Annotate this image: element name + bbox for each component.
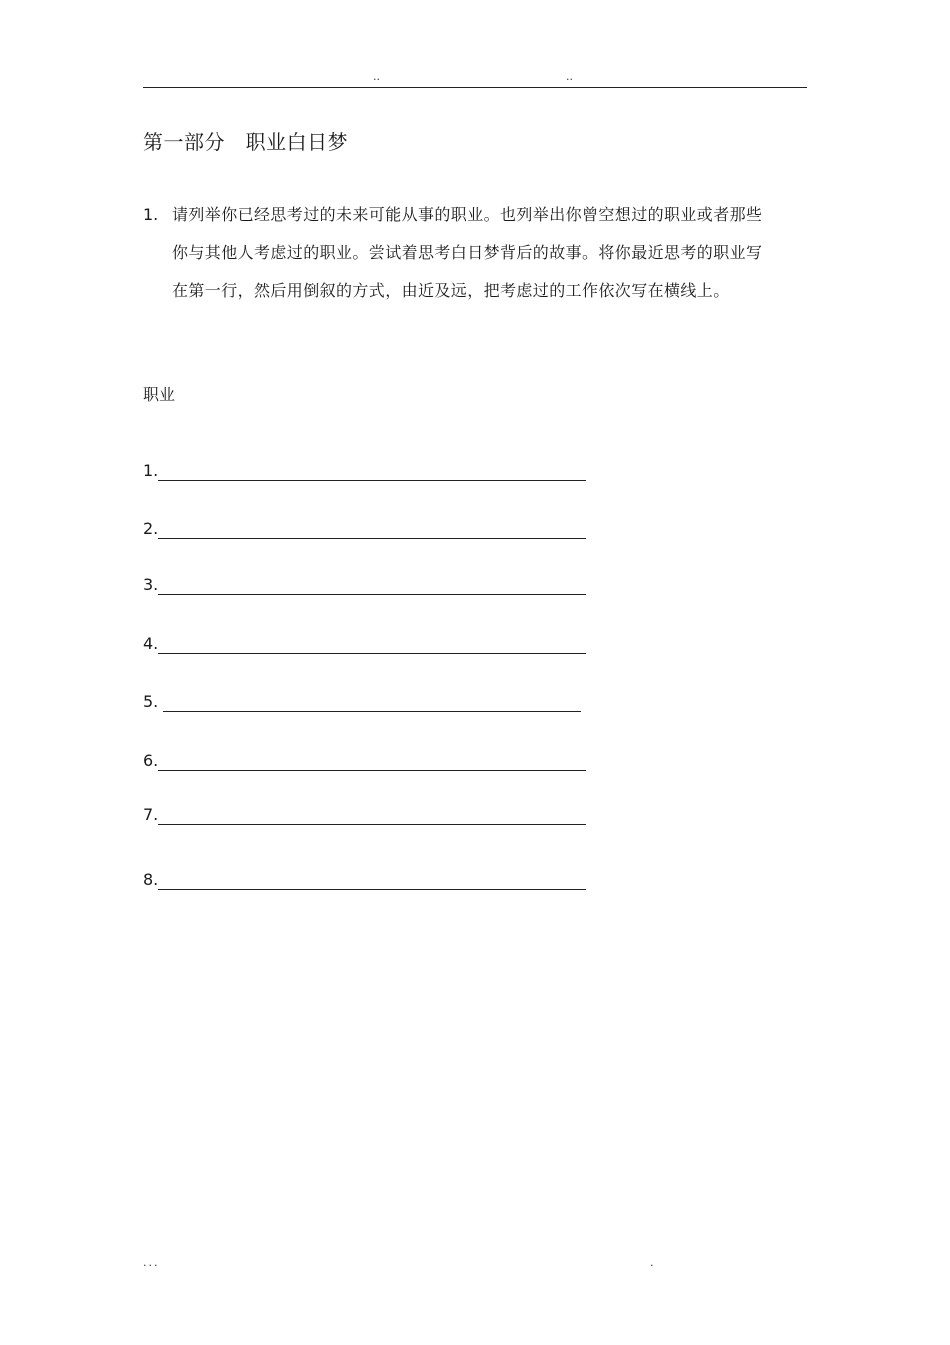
answer-number: 2. bbox=[143, 519, 159, 538]
header-mark-right: .. bbox=[566, 70, 573, 83]
answer-number: 8. bbox=[143, 870, 159, 889]
footer-mark-right: . bbox=[650, 1256, 656, 1269]
answer-blank-5[interactable] bbox=[163, 711, 581, 712]
answer-blank-1[interactable] bbox=[158, 480, 586, 481]
answer-line-8[interactable] bbox=[143, 868, 593, 892]
answer-blank-3[interactable] bbox=[158, 594, 586, 595]
footer-mark-left: ... bbox=[143, 1256, 160, 1269]
career-label: 职业 bbox=[143, 385, 176, 404]
answer-line-5[interactable] bbox=[143, 690, 593, 714]
answer-number: 5. bbox=[143, 692, 159, 711]
answer-line-1[interactable] bbox=[143, 459, 593, 483]
answer-line-6[interactable] bbox=[143, 749, 593, 773]
question-number: 1. bbox=[143, 205, 159, 224]
answer-number: 1. bbox=[143, 461, 159, 480]
answer-line-2[interactable] bbox=[143, 517, 593, 541]
section-title: 第一部分 职业白日梦 bbox=[143, 130, 349, 154]
question-text: 请列举你已经思考过的未来可能从事的职业。也列举出你曾空想过的职业或者那些你与其他人考虑过的职业。尝试着思考白日梦背后的故事。将你最近思考的职业写在第一行，然后用倒叙的方式，由近及远，把考虑过的工作依次写在横线上。 bbox=[172, 205, 763, 300]
answer-blank-8[interactable] bbox=[158, 889, 586, 890]
answer-number: 7. bbox=[143, 805, 159, 824]
answer-line-7[interactable] bbox=[143, 803, 593, 827]
header-mark-left: .. bbox=[373, 70, 380, 83]
answer-number: 3. bbox=[143, 575, 159, 594]
answer-blank-4[interactable] bbox=[158, 653, 586, 654]
answer-number: 4. bbox=[143, 634, 159, 653]
answer-blank-2[interactable] bbox=[158, 538, 586, 539]
answer-line-4[interactable] bbox=[143, 632, 593, 656]
answer-line-3[interactable] bbox=[143, 573, 593, 597]
answer-number: 6. bbox=[143, 751, 159, 770]
answer-blank-6[interactable] bbox=[158, 770, 586, 771]
header-rule bbox=[143, 87, 807, 88]
answer-blank-7[interactable] bbox=[158, 824, 586, 825]
